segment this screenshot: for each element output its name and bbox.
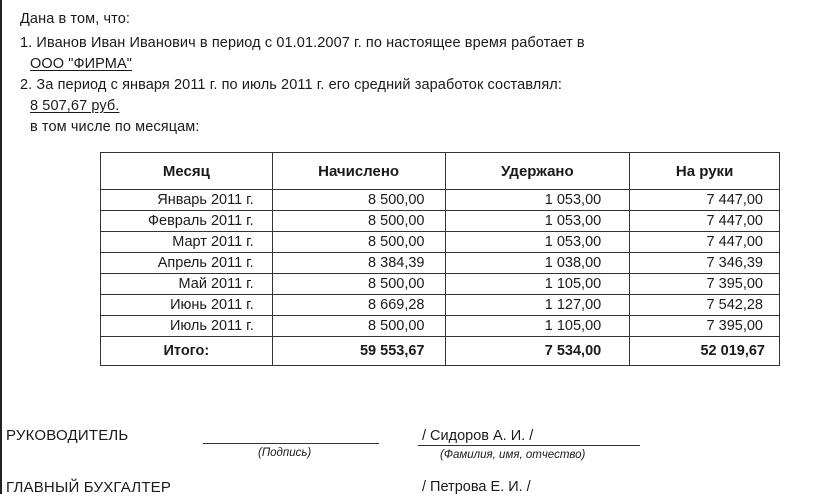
withheld-cell: 1 053,00: [445, 211, 630, 232]
withheld-cell: 1 105,00: [445, 316, 630, 337]
header-accrued: Начислено: [272, 153, 445, 190]
total-label: Итого:: [101, 337, 273, 366]
table-header-row: [101, 153, 780, 190]
director-role: РУКОВОДИТЕЛЬ: [6, 427, 129, 444]
salary-table: [100, 152, 780, 366]
table-row: [101, 295, 780, 316]
director-signature-line: [203, 443, 379, 444]
total-row: [101, 337, 780, 366]
net-cell: 7 395,00: [630, 316, 780, 337]
item2-note: в том числе по месяцам:: [30, 119, 200, 135]
accountant-name: / Петрова Е. И. /: [422, 479, 531, 495]
month-cell: Июнь 2011 г.: [101, 295, 273, 316]
item2-amount: 8 507,67 руб.: [30, 98, 120, 114]
item1-text: 1. Иванов Иван Иванович в период с 01.01.2007 г. по настоящее время работает в: [20, 35, 585, 51]
month-cell: Май 2011 г.: [101, 274, 273, 295]
table-row: [101, 316, 780, 337]
accrued-cell: 8 500,00: [272, 316, 445, 337]
director-name-line: [418, 445, 640, 446]
header-net: На руки: [630, 153, 780, 190]
name-caption: (Фамилия, имя, отчество): [440, 449, 586, 461]
left-border: [0, 0, 2, 494]
item1-company: ООО "ФИРМА": [30, 56, 132, 72]
withheld-cell: 1 053,00: [445, 232, 630, 253]
accrued-cell: 8 500,00: [272, 190, 445, 211]
total-accrued: 59 553,67: [272, 337, 445, 366]
accrued-cell: 8 500,00: [272, 274, 445, 295]
net-cell: 7 542,28: [630, 295, 780, 316]
intro-heading: Дана в том, что:: [20, 11, 131, 27]
month-cell: Февраль 2011 г.: [101, 211, 273, 232]
month-cell: Март 2011 г.: [101, 232, 273, 253]
accountant-role: ГЛАВНЫЙ БУХГАЛТЕР: [6, 479, 172, 496]
net-cell: 7 395,00: [630, 274, 780, 295]
withheld-cell: 1 105,00: [445, 274, 630, 295]
signature-caption: (Подпись): [258, 447, 312, 459]
month-cell: Январь 2011 г.: [101, 190, 273, 211]
accrued-cell: 8 500,00: [272, 211, 445, 232]
table-row: [101, 211, 780, 232]
total-withheld: 7 534,00: [445, 337, 630, 366]
header-month: Месяц: [101, 153, 273, 190]
header-withheld: Удержано: [445, 153, 630, 190]
accrued-cell: 8 669,28: [272, 295, 445, 316]
withheld-cell: 1 053,00: [445, 190, 630, 211]
table-row: [101, 190, 780, 211]
month-cell: Июль 2011 г.: [101, 316, 273, 337]
table-row: [101, 253, 780, 274]
director-name: / Сидоров А. И. /: [422, 428, 534, 444]
net-cell: 7 447,00: [630, 190, 780, 211]
month-cell: Апрель 2011 г.: [101, 253, 273, 274]
withheld-cell: 1 038,00: [445, 253, 630, 274]
table-row: [101, 232, 780, 253]
net-cell: 7 447,00: [630, 211, 780, 232]
net-cell: 7 447,00: [630, 232, 780, 253]
accrued-cell: 8 500,00: [272, 232, 445, 253]
total-net: 52 019,67: [630, 337, 780, 366]
net-cell: 7 346,39: [630, 253, 780, 274]
item2-text: 2. За период с января 2011 г. по июль 2011 г. его средний заработок составлял:: [20, 77, 562, 93]
accrued-cell: 8 384,39: [272, 253, 445, 274]
table-row: [101, 274, 780, 295]
withheld-cell: 1 127,00: [445, 295, 630, 316]
